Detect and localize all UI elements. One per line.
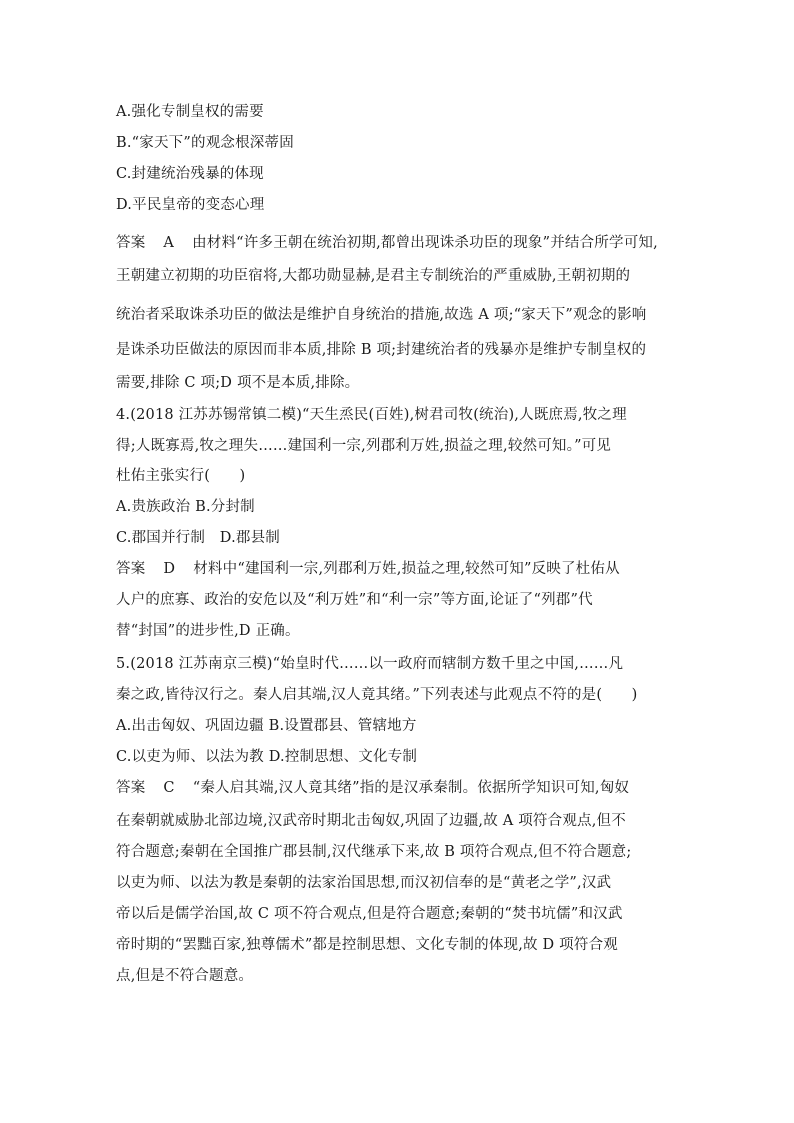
q4-options-row-2: C.郡国并行制 D.郡县制 (116, 530, 281, 546)
q4-explanation-line: 人户的庶寡、政治的安危以及“利万姓”和“利一宗”等方面,论证了“列郡”代 (116, 592, 593, 608)
q5-answer-label: 答案 (116, 780, 146, 796)
q5-stem-line: 秦之政,皆待汉行之。秦人启其端,汉人竟其绪。”下列表述与此观点不符的是( ) (116, 687, 638, 703)
q5-explanation-line: 在秦朝就威胁北部边境,汉武帝时期北击匈奴,巩固了边疆,故 A 项符合观点,但不 (116, 813, 626, 829)
q3-explanation-line: 是诛杀功臣做法的原因而非本质,排除 B 项;封建统治者的残暴亦是维护专制皇权的 (116, 342, 647, 358)
q3-option-b: B.“家天下”的观念根深蒂固 (116, 135, 294, 151)
q4-stem-line: 杜佑主张实行( ) (116, 468, 246, 484)
q5-stem-line: 5.(2018 江苏南京三模)“始皇时代……以一政府而辖制方数千里之中国,……凡 (116, 656, 624, 672)
q3-answer-line (116, 233, 658, 253)
q3-answer-letter: A (163, 235, 175, 251)
q3-explanation-line: 王朝建立初期的功臣宿将,大都功勋显赫,是君主专制统治的严重威胁,王朝初期的 (116, 268, 631, 284)
q3-explanation-line: 由材料“许多王朝在统治初期,都曾出现诛杀功臣的现象”并结合所学可知, (192, 235, 658, 251)
q4-explanation-line: 替“封国”的进步性,D 正确。 (116, 623, 300, 639)
q3-option-a: A.强化专制皇权的需要 (116, 104, 264, 120)
q5-answer-letter: C (163, 780, 175, 796)
q5-explanation-line: 点,但是不符合题意。 (116, 968, 254, 984)
q4-answer-line (116, 559, 620, 579)
q4-stem-line: 得;人既寡焉,牧之理失……建国利一宗,列郡利万姓,损益之理,较然可知。”可见 (116, 438, 612, 454)
q5-options-row-2: C.以吏为师、以法为教 D.控制思想、文化专制 (116, 749, 418, 765)
q3-explanation-line: 需要,排除 C 项;D 项不是本质,排除。 (116, 375, 360, 391)
q4-explanation-line: 材料中“建国利一宗,列郡利万姓,损益之理,较然可知”反映了杜佑从 (193, 561, 620, 577)
q4-options-row-1: A.贵族政治 B.分封制 (116, 499, 255, 515)
q4-answer-label: 答案 (116, 561, 146, 577)
q5-explanation-line: 帝时期的“罢黜百家,独尊儒术”都是控制思想、文化专制的体现,故 D 项符合观 (116, 937, 618, 953)
q4-answer-letter: D (163, 561, 176, 577)
q5-explanation-line: “秦人启其端,汉人竟其绪”指的是汉承秦制。依据所学知识可知,匈奴 (192, 780, 630, 796)
q5-explanation-line: 以吏为师、以法为教是秦朝的法家治国思想,而汉初信奉的是“黄老之学”,汉武 (116, 875, 612, 891)
q3-answer-label: 答案 (116, 235, 146, 251)
q4-stem-line: 4.(2018 江苏苏锡常镇二模)“天生烝民(百姓),树君司牧(统治),人既庶焉,牧之理 (116, 407, 627, 423)
q5-answer-line (116, 778, 629, 798)
q3-option-c: C.封建统治残暴的体现 (116, 166, 264, 182)
q5-options-row-1: A.出击匈奴、巩固边疆 B.设置郡县、管辖地方 (116, 718, 417, 734)
q3-explanation-line: 统治者采取诛杀功臣的做法是维护自身统治的措施,故选 A 项;“家天下”观念的影响 (116, 307, 647, 323)
q3-option-d: D.平民皇帝的变态心理 (116, 197, 265, 213)
q5-explanation-line: 帝以后是儒学治国,故 C 项不符合观点,但是符合题意;秦朝的“焚书坑儒”和汉武 (116, 906, 623, 922)
q5-explanation-line: 符合题意;秦朝在全国推广郡县制,汉代继承下来,故 B 项符合观点,但不符合题意; (116, 844, 632, 860)
